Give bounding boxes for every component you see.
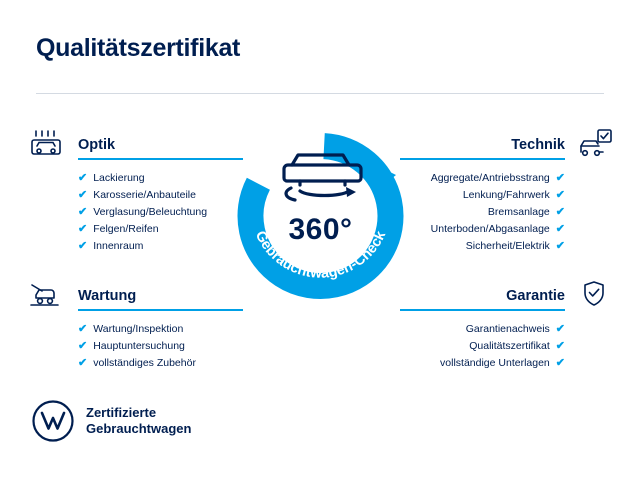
list-item-label: Garantienachweis: [465, 323, 550, 335]
check-icon: ✔: [555, 240, 565, 252]
list-item: [400, 238, 615, 255]
list-item-label: Qualitätszertifikat: [469, 340, 550, 352]
check-icon: ✔: [555, 172, 565, 184]
section-technik: [400, 128, 615, 255]
list-item-label: Karosserie/Anbauteile: [93, 189, 196, 201]
list-item: [28, 170, 243, 187]
list-item: [400, 355, 615, 372]
list-item-label: Lackierung: [93, 172, 145, 184]
check-icon: ✔: [555, 340, 565, 352]
car-wash-icon: [28, 128, 70, 162]
footer-line-1: Zertifizierte: [86, 405, 157, 420]
car-checklist-icon: [573, 128, 615, 162]
check-icon: ✔: [78, 172, 88, 184]
list-item: [400, 221, 615, 238]
list-item: [400, 204, 615, 221]
check-icon: ✔: [78, 340, 88, 352]
check-icon: ✔: [78, 357, 88, 369]
list-item-label: Verglasung/Beleuchtung: [93, 206, 208, 218]
section-wartung: [28, 279, 243, 372]
section-optik-rule: [78, 158, 243, 160]
section-optik-list: [28, 170, 243, 255]
list-item: [400, 187, 615, 204]
list-item-label: vollständiges Zubehör: [93, 357, 196, 369]
page-title: Qualitätszertifikat: [36, 34, 241, 62]
list-item-label: Aggregate/Antriebsstrang: [430, 172, 550, 184]
left-column: [28, 128, 243, 372]
list-item: [28, 221, 243, 238]
badge-degree-label: 360°: [288, 213, 353, 246]
list-item-label: Sicherheit/Elektrik: [465, 240, 550, 252]
check-icon: ✔: [555, 189, 565, 201]
list-item-label: vollständige Unterlagen: [440, 357, 550, 369]
list-item: [28, 355, 243, 372]
section-technik-list: [400, 170, 615, 255]
list-item-label: Bremsanlage: [487, 206, 550, 218]
section-garantie: [400, 279, 615, 372]
check-icon: ✔: [555, 357, 565, 369]
shield-check-icon: [573, 279, 615, 313]
section-wartung-title: Wartung: [78, 288, 137, 304]
column-spacer: [28, 255, 243, 279]
list-item: [28, 204, 243, 221]
vw-logo: [32, 400, 74, 442]
list-item-label: Lenkung/Fahrwerk: [462, 189, 550, 201]
section-optik: [28, 128, 243, 255]
check-icon: ✔: [555, 206, 565, 218]
title-divider: [36, 93, 604, 94]
right-column: [400, 128, 615, 372]
list-item: [28, 187, 243, 204]
check-icon: ✔: [555, 223, 565, 235]
section-wartung-rule: [78, 309, 243, 311]
badge-arc-text: Gebrauchtwagen-Check: [251, 228, 390, 282]
list-item: [400, 338, 615, 355]
section-technik-header: [400, 128, 615, 162]
footer-text: [86, 405, 191, 437]
section-garantie-list: [400, 321, 615, 372]
section-garantie-header: [400, 279, 615, 313]
footer-line-2: Gebrauchtwagen: [86, 421, 192, 436]
list-item: [400, 321, 615, 338]
list-item: [400, 170, 615, 187]
list-item: [28, 238, 243, 255]
list-item-label: Unterboden/Abgasanlage: [430, 223, 550, 235]
check-icon: ✔: [78, 240, 88, 252]
section-technik-rule: [400, 158, 565, 160]
section-wartung-list: [28, 321, 243, 372]
section-optik-header: [28, 128, 243, 162]
section-wartung-header: [28, 279, 243, 313]
section-optik-title: Optik: [78, 137, 116, 153]
list-item-label: Wartung/Inspektion: [93, 323, 184, 335]
footer-brand: [32, 400, 191, 442]
list-item: [28, 338, 243, 355]
check-icon: ✔: [555, 323, 565, 335]
list-item-label: Hauptuntersuchung: [93, 340, 185, 352]
check-icon: ✔: [78, 189, 88, 201]
check-icon: ✔: [78, 206, 88, 218]
check-icon: ✔: [78, 223, 88, 235]
section-technik-title: Technik: [511, 137, 565, 153]
section-garantie-rule: [400, 309, 565, 311]
section-garantie-title: Garantie: [506, 288, 565, 304]
car-lift-icon: [28, 279, 70, 313]
list-item-label: Innenraum: [93, 240, 144, 252]
check-icon: ✔: [78, 323, 88, 335]
gebrauchtwagen-check-badge: [228, 118, 413, 303]
list-item: [28, 321, 243, 338]
column-spacer: [400, 255, 615, 279]
list-item-label: Felgen/Reifen: [93, 223, 159, 235]
